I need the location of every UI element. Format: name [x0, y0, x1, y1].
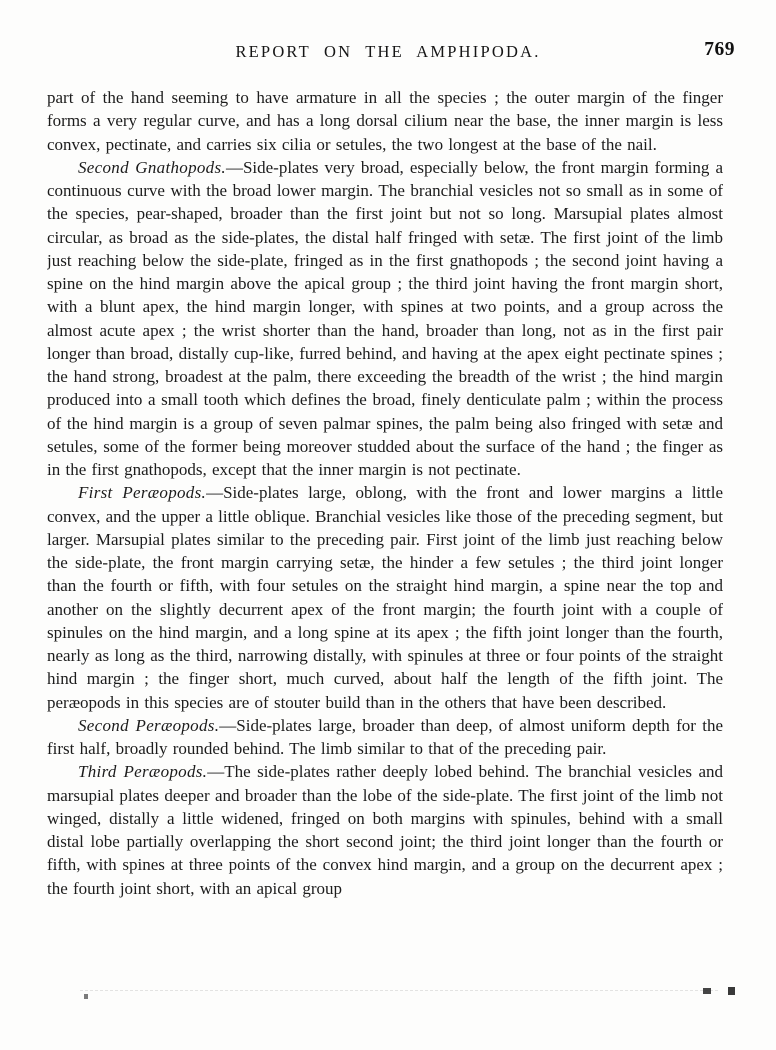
paragraph	[47, 481, 723, 714]
paragraph	[47, 714, 723, 761]
paragraph-text: —Side-plates large, broader than deep, of almost uniform depth for the first half, broadly rounded behind. The limb similar to that of the preceding pair.	[47, 715, 723, 758]
paragraph-lead: Second Peræopods.	[78, 715, 220, 735]
paragraph-text: —The side-plates rather deeply lobed behind. The branchial vesicles and marsupial plates deeper and broader than the lobe of the side-plate. The first joint of the limb not winged, distally a little widened, fringed on both margins with spinules, behind with a small distal lobe partially overlapping the short second joint; the third joint longer than the fourth or fifth, with spines at three points of the convex hind margin, and a group on the decurrent apex ; the fourth joint short, with an apical group	[47, 762, 723, 898]
paragraph	[47, 156, 723, 482]
paragraph-lead: Third Peræopods.	[78, 762, 208, 782]
page-number: 769	[704, 39, 735, 60]
paragraph-text: part of the hand seeming to have armature in all the species ; the outer margin of the finger forms a very regular curve, and has a long dorsal cilium near the base, the inner margin is less convex, pectinate, and carries six cilia or setules, the two longest at the base of the nail.	[47, 88, 723, 154]
page-header	[47, 39, 735, 66]
scan-speck	[728, 987, 735, 995]
scan-speck	[84, 994, 88, 999]
scan-artifact-line	[80, 990, 718, 991]
page-body	[47, 86, 723, 1012]
paragraph-lead: First Peræopods.	[78, 483, 207, 503]
paragraph-text: —Side-plates large, oblong, with the front and lower margins a little convex, and the upper a little oblique. Branchial vesicles like those of the preceding segment, but larger. Marsupial plates similar to the preceding pair. First joint of the limb just reaching below the side-plate, the front margin carrying setæ, the hinder a few setules ; the third joint longer than the fourth or fifth, with four setules on the straight hind margin, a spine near the top and another on the slightly decurrent apex of the front margin; the fourth joint with a couple of spinules on the hind margin, and a long spine at its apex ; the fifth joint longer than the fourth, nearly as long as the third, narrowing distally, with spinules at three or four points of the straight hind margin ; the finger short, much curved, about half the length of the fifth joint. The peræopods in this species are of stouter build than in the others that have been described.	[47, 483, 723, 712]
running-title: REPORT ON THE AMPHIPODA.	[235, 42, 541, 61]
paragraph-text: —Side-plates very broad, especially below, the front margin forming a continuous curve with the broad lower margin. The branchial vesicles not so small as in some of the species, pear-shaped, broader than the first joint but not so long. Marsupial plates almost circular, as broad as the side-plates, the distal half fringed with setæ. The first joint of the limb just reaching below the side-plate, fringed as in the first gnathopods ; the second joint having a spine on the hind margin above the apical group ; the third joint having the front margin short, with a blunt apex, the hind margin longer, with spines at two points, and a group across the almost acute apex ; the wrist shorter than the hand, broader than long, not as in the first pair longer than broad, distally cup-like, furred behind, and having at the apex eight pectinate spines ; the hand strong, broadest at the palm, there exceeding the breadth of the wrist ; the hind margin produced into a small tooth which defines the broad, finely denticulate palm ; within the process of the hind margin is a group of seven palmar spines, the palm being also fringed with setæ and setules, some of the former being moreover studded about the surface of the hand ; the finger as in the first gnathopods, except that the inner margin is not pectinate.	[47, 157, 723, 479]
paragraph	[47, 760, 723, 900]
scan-speck	[703, 988, 711, 994]
paragraph-lead: Second Gnathopods.	[78, 157, 226, 177]
paragraph	[47, 86, 723, 156]
